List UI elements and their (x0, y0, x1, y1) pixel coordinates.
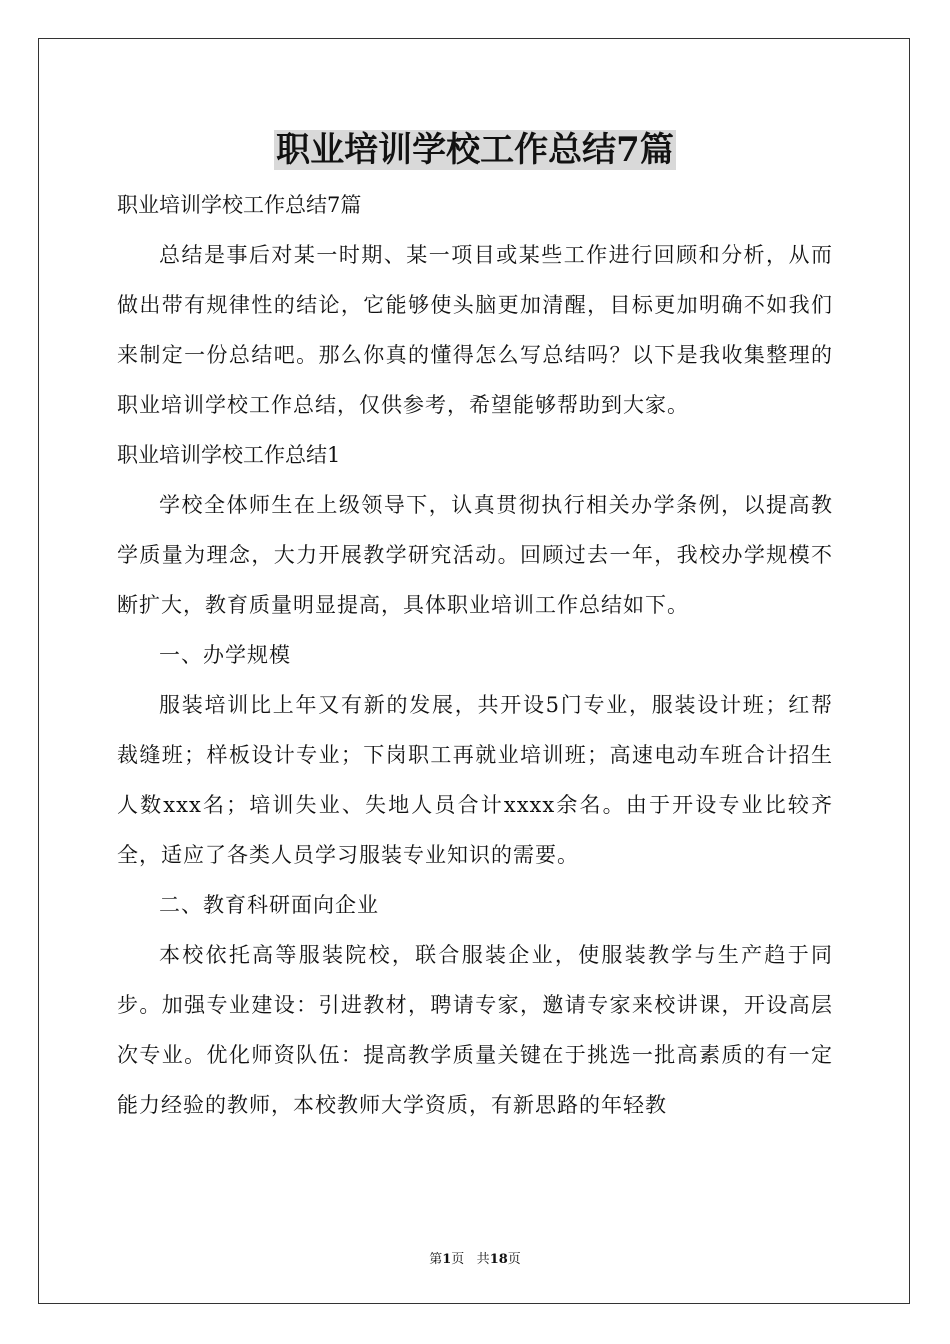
section-heading: 职业培训学校工作总结1 (117, 443, 341, 467)
subheading-research: 二、教育科研面向企业 (159, 893, 379, 917)
page-footer (0, 1248, 950, 1267)
page-prefix: 第 (429, 1252, 443, 1267)
document-subtitle: 职业培训学校工作总结7篇 (117, 193, 362, 217)
title-highlight: 职业培训学校工作总结7篇 (276, 130, 674, 170)
total-prefix: 共 (476, 1252, 490, 1267)
document-title (117, 128, 833, 172)
document-body (117, 128, 833, 1130)
page-suffix: 页 (451, 1252, 465, 1267)
section-paragraph: 学校全体师生在上级领导下，认真贯彻执行相关办学条例，以提高教学质量为理念，大力开展教学研究活动。回顾过去一年，我校办学规模不断扩大，教育质量明显提高，具体职业培训工作总结如下。 (117, 493, 833, 617)
page-number: 1 (442, 1252, 452, 1267)
research-paragraph: 本校依托高等服装院校，联合服装企业，使服装教学与生产趋于同步。加强专业建设：引进教材，聘请专家，邀请专家来校讲课，开设高层次专业。优化师资队伍：提高教学质量关键在于挑选一批高素质的有一定能力经验的教师，本校教师大学资质，有新思路的年轻教 (117, 943, 833, 1117)
scale-paragraph: 服装培训比上年又有新的发展，共开设5门专业，服装设计班；红帮裁缝班；样板设计专业；下岗职工再就业培训班；高速电动车班合计招生人数xxx名；培训失业、失地人员合计xxxx余名。由于开设专业比较齐全，适应了各类人员学习服装专业知识的需要。 (117, 693, 833, 867)
total-suffix: 页 (507, 1252, 521, 1267)
intro-paragraph: 总结是事后对某一时期、某一项目或某些工作进行回顾和分析，从而做出带有规律性的结论，它能够使头脑更加清醒，目标更加明确不如我们来制定一份总结吧。那么你真的懂得怎么写总结吗？以下是我收集整理的职业培训学校工作总结，仅供参考，希望能够帮助到大家。 (117, 243, 833, 417)
subheading-scale: 一、办学规模 (159, 643, 291, 667)
total-pages: 18 (489, 1252, 508, 1267)
